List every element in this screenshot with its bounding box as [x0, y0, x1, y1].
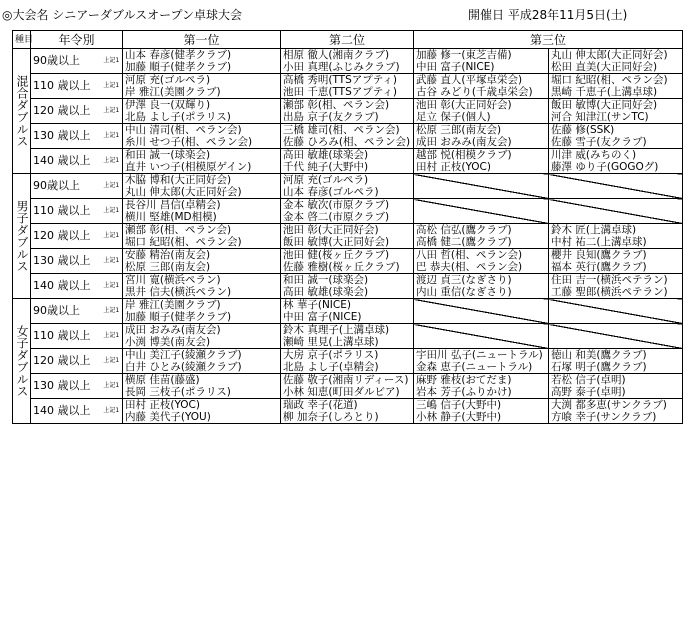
- player-name: 川津 威(みちのく): [551, 149, 637, 161]
- player-name: 内山 重信(なぎさり): [416, 286, 512, 298]
- third-place-cell: [549, 199, 683, 224]
- header-first: 第一位: [123, 31, 281, 49]
- header-age: 年令別: [31, 31, 123, 49]
- first-place-cell: [123, 74, 281, 99]
- entry-mark: 上記1: [101, 174, 123, 199]
- first-place-cell: [123, 99, 281, 124]
- age-group: 110 歳以上: [31, 74, 101, 99]
- player-name: 和田 誠一(球楽会): [125, 149, 211, 161]
- third-place-cell: [549, 49, 683, 74]
- player-name: 古谷 みどり(千歳卓栄会): [416, 86, 533, 98]
- player-name: 大房 京子(ポラリス): [283, 349, 379, 361]
- player-name: 飯田 敏博(大正同好会): [283, 236, 390, 248]
- second-place-cell: [281, 149, 414, 174]
- third-place-cell: [414, 74, 549, 99]
- player-name: 瀬部 彰(相、ペラン会): [125, 224, 232, 236]
- entry-mark: 上記1: [101, 199, 123, 224]
- entry-mark: 上記1: [101, 249, 123, 274]
- player-name: 田村 正枝(YOC): [125, 399, 200, 411]
- table-row: [13, 224, 683, 249]
- third-place-cell: [549, 349, 683, 374]
- entry-mark: 上記1: [101, 399, 123, 424]
- player-name: 出島 京子(友クラブ): [283, 111, 379, 123]
- entry-mark: 上記1: [101, 224, 123, 249]
- tournament-title: ◎大会名 シニアーダブルスオープン卓球大会: [2, 8, 243, 22]
- player-name: 黒崎 千恵子(上溝卓球): [551, 86, 658, 98]
- category-label: 女子ダブルス: [13, 299, 31, 424]
- player-name: 徳山 和美(鷹クラブ): [551, 349, 647, 361]
- first-place-cell: [123, 224, 281, 249]
- entry-mark: 上記1: [101, 74, 123, 99]
- age-group: 130 歳以上: [31, 249, 101, 274]
- player-name: 瀬崎 里見(上溝卓球): [283, 336, 379, 348]
- third-place-cell: [414, 274, 549, 299]
- player-name: 松原 三郎(南友会): [416, 124, 502, 136]
- entry-mark: 上記1: [101, 349, 123, 374]
- table-row: [13, 99, 683, 124]
- player-name: 黒井 信夫(横浜ペラン): [125, 286, 232, 298]
- player-name: 北島 よし子(卓精会): [283, 361, 379, 373]
- third-place-cell: [549, 274, 683, 299]
- entry-mark: 上記1: [101, 124, 123, 149]
- player-name: 小林 静子(大野中): [416, 411, 502, 423]
- second-place-cell: [281, 74, 414, 99]
- third-place-cell: [549, 249, 683, 274]
- third-place-cell: [549, 149, 683, 174]
- player-name: 越部 悦(相模クラブ): [416, 149, 512, 161]
- table-row: [13, 149, 683, 174]
- age-group: 140 歳以上: [31, 149, 101, 174]
- third-place-cell: [549, 224, 683, 249]
- player-name: 小田 真理(ふじみクラブ): [283, 61, 400, 73]
- player-name: 金本 敏次(市原クラブ): [283, 199, 390, 211]
- second-place-cell: [281, 324, 414, 349]
- player-name: 成田 おみみ(南友会): [125, 324, 221, 336]
- player-name: 池田 千恵(TTSアプティ): [283, 86, 398, 98]
- table-row: [13, 274, 683, 299]
- player-name: 山本 春彦(ゴルペラ): [283, 186, 379, 198]
- table-row: [13, 349, 683, 374]
- second-place-cell: [281, 374, 414, 399]
- entry-mark: 上記1: [101, 324, 123, 349]
- entry-mark: 上記1: [101, 299, 123, 324]
- header-category: 種目: [13, 31, 31, 49]
- third-place-cell: [414, 149, 549, 174]
- first-place-cell: [123, 174, 281, 199]
- category-label: 男子ダブルス: [13, 174, 31, 299]
- player-name: 巴 恭夫(相、ペラン会): [416, 261, 523, 273]
- age-group: 110 歳以上: [31, 324, 101, 349]
- player-name: 横原 佳苗(藤盛): [125, 374, 200, 386]
- player-name: 飯田 敏博(大正同好会): [551, 99, 658, 111]
- first-place-cell: [123, 324, 281, 349]
- player-name: 中山 清司(相、ペラン会): [125, 124, 242, 136]
- player-name: 櫻井 良知(鷹クラブ): [551, 249, 647, 261]
- third-place-cell: [414, 299, 549, 324]
- third-place-cell: [549, 374, 683, 399]
- player-name: 白井 ひとみ(綾瀬クラブ): [125, 361, 242, 373]
- player-name: 渡辺 貞三(なぎさり): [416, 274, 512, 286]
- player-name: 三橋 雄司(相、ペラン会): [283, 124, 400, 136]
- first-place-cell: [123, 274, 281, 299]
- player-name: 中村 祐二(上溝卓球): [551, 236, 647, 248]
- player-name: 長岡 三枝子(ポラリス): [125, 386, 231, 398]
- player-name: 堀口 紀昭(相、ペラン会): [551, 74, 668, 86]
- age-group: 140 歳以上: [31, 399, 101, 424]
- player-name: 松原 三郎(南友会): [125, 261, 211, 273]
- player-name: 小林 知恵(町田ダルビア): [283, 386, 400, 398]
- header-third: 第三位: [414, 31, 683, 49]
- player-name: 和田 誠一(球楽会): [283, 274, 369, 286]
- player-name: 佐藤 ひろみ(相、ペラン会): [283, 136, 411, 148]
- player-name: 中山 美江子(綾瀬クラブ): [125, 349, 242, 361]
- second-place-cell: [281, 124, 414, 149]
- player-name: 直井 いつ子(相模原ゲイン): [125, 161, 252, 173]
- player-name: 千代 純子(大野中): [283, 161, 369, 173]
- age-group: 90歳以上: [31, 299, 101, 324]
- table-row: [13, 124, 683, 149]
- player-name: 瑞政 幸子(花道): [283, 399, 358, 411]
- player-name: 高田 敏雄(球楽会): [283, 286, 369, 298]
- third-place-cell: [414, 399, 549, 424]
- first-place-cell: [123, 49, 281, 74]
- player-name: 方喰 幸子(サンクラブ): [551, 411, 657, 423]
- age-group: 120 歳以上: [31, 349, 101, 374]
- player-name: 足立 保子(個人): [416, 111, 491, 123]
- table-row: [13, 324, 683, 349]
- player-name: 中田 富子(NICE): [416, 61, 495, 73]
- player-name: 柳 加奈子(しろとり): [283, 411, 379, 423]
- table-row: [13, 374, 683, 399]
- player-name: 横川 堅雄(MD相模): [125, 211, 217, 223]
- table-row: [13, 74, 683, 99]
- third-place-cell: [414, 249, 549, 274]
- table-row: [13, 174, 683, 199]
- player-name: 内藤 美代子(YOU): [125, 411, 211, 423]
- player-name: 相原 徹人(湘南クラブ): [283, 49, 390, 61]
- player-name: 林 華子(NICE): [283, 299, 351, 311]
- age-group: 130 歳以上: [31, 374, 101, 399]
- first-place-cell: [123, 199, 281, 224]
- player-name: 鈴木 真理子(上溝卓球): [283, 324, 390, 336]
- player-name: 成田 おみみ(南友会): [416, 136, 512, 148]
- player-name: 佐藤 修(SSK): [551, 124, 615, 136]
- second-place-cell: [281, 299, 414, 324]
- third-place-cell: [414, 49, 549, 74]
- player-name: 武藤 直人(平塚卓栄会): [416, 74, 523, 86]
- table-row: [13, 199, 683, 224]
- first-place-cell: [123, 374, 281, 399]
- second-place-cell: [281, 224, 414, 249]
- third-place-cell: [414, 99, 549, 124]
- third-place-cell: [549, 174, 683, 199]
- player-name: 高橋 秀明(TTSアプティ): [283, 74, 398, 86]
- second-place-cell: [281, 349, 414, 374]
- player-name: 宇田川 弘子(ニュートラル): [416, 349, 543, 361]
- player-name: 佐藤 雅樹(桜ヶ丘クラブ): [283, 261, 400, 273]
- player-name: 若松 信子(卓明): [551, 374, 626, 386]
- first-place-cell: [123, 149, 281, 174]
- category-label: 混合ダブルス: [13, 49, 31, 174]
- player-name: 大渕 都多恵(サンクラブ): [551, 399, 667, 411]
- player-name: 池田 彰(大正同好会): [416, 99, 512, 111]
- player-name: 高野 泰子(卓明): [551, 386, 626, 398]
- entry-mark: 上記1: [101, 274, 123, 299]
- player-name: 加藤 修一(東芝吉備): [416, 49, 512, 61]
- age-group: 120 歳以上: [31, 224, 101, 249]
- player-name: 岸 雅江(美園クラブ): [125, 86, 221, 98]
- player-name: 藤澤 ゆり子(GOGOグ): [551, 161, 659, 173]
- player-name: 長谷川 昌信(卓精会): [125, 199, 221, 211]
- second-place-cell: [281, 399, 414, 424]
- third-place-cell: [414, 124, 549, 149]
- player-name: 岸 雅江(美園クラブ): [125, 299, 221, 311]
- first-place-cell: [123, 299, 281, 324]
- player-name: 糸川 せつ子(相、ペラン会): [125, 136, 253, 148]
- player-name: 北島 よし子(ポラリス): [125, 111, 231, 123]
- player-name: 佐藤 敬子(湘南リディース): [283, 374, 409, 386]
- entry-mark: 上記1: [101, 374, 123, 399]
- age-group: 110 歳以上: [31, 199, 101, 224]
- player-name: 丸山 伸太郎(大正同好会): [551, 49, 668, 61]
- third-place-cell: [549, 99, 683, 124]
- player-name: 金本 啓二(市原クラブ): [283, 211, 390, 223]
- table-header-row: [13, 31, 683, 49]
- player-name: 池田 彰(大正同好会): [283, 224, 379, 236]
- player-name: 三嶋 信子(大野中): [416, 399, 502, 411]
- player-name: 加藤 順子(健孝クラブ): [125, 311, 232, 323]
- second-place-cell: [281, 99, 414, 124]
- player-name: 加藤 順子(健孝クラブ): [125, 61, 232, 73]
- player-name: 麻野 雅枝(おてだま): [416, 374, 512, 386]
- player-name: 河原 充(ゴルペラ): [125, 74, 211, 86]
- age-group: 90歳以上: [31, 174, 101, 199]
- second-place-cell: [281, 249, 414, 274]
- second-place-cell: [281, 199, 414, 224]
- player-name: 工藤 聖郎(横浜ペテラン): [551, 286, 668, 298]
- player-name: 木脇 博和(大正同好会): [125, 174, 232, 186]
- results-table: [12, 30, 683, 424]
- player-name: 小渕 博美(南友会): [125, 336, 211, 348]
- player-name: 住田 吉一(横浜ペテラン): [551, 274, 668, 286]
- table-row: [13, 299, 683, 324]
- third-place-cell: [549, 299, 683, 324]
- header-second: 第二位: [281, 31, 414, 49]
- player-name: 岩本 芳子(ふりかけ): [416, 386, 512, 398]
- player-name: 堀口 紀昭(相、ペラン会): [125, 236, 242, 248]
- third-place-cell: [414, 349, 549, 374]
- player-name: 池田 健(桜ヶ丘クラブ): [283, 249, 390, 261]
- age-group: 90歳以上: [31, 49, 101, 74]
- age-group: 140 歳以上: [31, 274, 101, 299]
- third-place-cell: [414, 199, 549, 224]
- entry-mark: 上記1: [101, 99, 123, 124]
- player-name: 田村 正枝(YOC): [416, 161, 491, 173]
- player-name: 福本 英行(鷹クラブ): [551, 261, 647, 273]
- third-place-cell: [549, 399, 683, 424]
- player-name: 八田 哲(相、ペラン会): [416, 249, 523, 261]
- third-place-cell: [549, 74, 683, 99]
- player-name: 瀬部 彰(相、ペラン会): [283, 99, 390, 111]
- player-name: 高田 敏雄(球楽会): [283, 149, 369, 161]
- third-place-cell: [549, 324, 683, 349]
- third-place-cell: [414, 174, 549, 199]
- third-place-cell: [414, 324, 549, 349]
- first-place-cell: [123, 349, 281, 374]
- player-name: 丸山 伸太郎(大正同好会): [125, 186, 242, 198]
- player-name: 高橋 健二(鷹クラブ): [416, 236, 512, 248]
- player-name: 鈴木 匠(上溝卓球): [551, 224, 637, 236]
- first-place-cell: [123, 249, 281, 274]
- table-row: [13, 49, 683, 74]
- player-name: 松田 直美(大正同好会): [551, 61, 658, 73]
- player-name: 伊澤 良一(双輝り): [125, 99, 211, 111]
- third-place-cell: [414, 374, 549, 399]
- second-place-cell: [281, 49, 414, 74]
- event-date: 開催日 平成28年11月5日(土): [468, 8, 628, 22]
- player-name: 石塚 明子(鷹クラブ): [551, 361, 647, 373]
- age-group: 120 歳以上: [31, 99, 101, 124]
- player-name: 金森 恵子(ニュートラル): [416, 361, 533, 373]
- player-name: 河合 知津江(サンTC): [551, 111, 649, 123]
- second-place-cell: [281, 174, 414, 199]
- player-name: 山本 春彦(健孝クラブ): [125, 49, 232, 61]
- table-row: [13, 399, 683, 424]
- player-name: 佐藤 雪子(友クラブ): [551, 136, 647, 148]
- player-name: 河原 充(ゴルペラ): [283, 174, 369, 186]
- age-group: 130 歳以上: [31, 124, 101, 149]
- entry-mark: 上記1: [101, 149, 123, 174]
- player-name: 高松 信弘(鷹クラブ): [416, 224, 512, 236]
- player-name: 安藤 精治(南友会): [125, 249, 211, 261]
- player-name: 中田 富子(NICE): [283, 311, 362, 323]
- entry-mark: 上記1: [101, 49, 123, 74]
- table-row: [13, 249, 683, 274]
- second-place-cell: [281, 274, 414, 299]
- third-place-cell: [549, 124, 683, 149]
- first-place-cell: [123, 124, 281, 149]
- third-place-cell: [414, 224, 549, 249]
- player-name: 宮川 寛(横浜ペラン): [125, 274, 221, 286]
- first-place-cell: [123, 399, 281, 424]
